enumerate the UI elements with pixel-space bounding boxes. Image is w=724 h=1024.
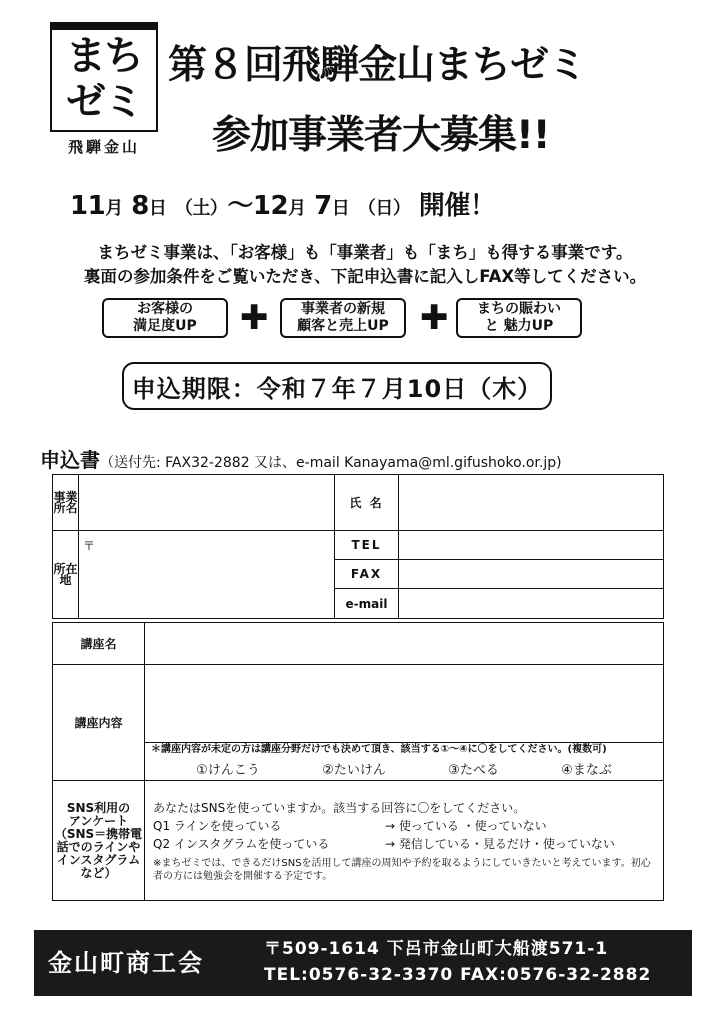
start-weekday: （土） <box>174 198 228 219</box>
end-month: 12 <box>252 191 289 221</box>
logo-bar <box>52 24 156 30</box>
benefit-town <box>456 298 582 338</box>
plus-icon: ✚ <box>420 298 449 338</box>
category-options <box>145 757 663 780</box>
day-unit: 日 <box>148 198 167 219</box>
applicant-form <box>52 474 664 619</box>
date-separator: ～ <box>227 191 253 221</box>
tel-label: TEL <box>335 531 399 560</box>
logo <box>50 22 158 132</box>
benefit-line: と 魅力UP <box>484 318 554 334</box>
application-destination: （送付先: FAX32-2882 又は、e-mail Kanayama@ml.gifushoko.or.jp) <box>100 455 562 471</box>
benefit-customer <box>102 298 228 338</box>
organization-contact <box>264 936 684 988</box>
name-label: 氏 名 <box>335 475 399 531</box>
course-content-cell <box>145 665 664 781</box>
month-unit: 月 <box>105 198 123 219</box>
sns-label-note: （SNS＝携帯電話でのラインやインスタグラムなど） <box>54 826 143 880</box>
page-subtitle: 参加事業者大募集!! <box>212 113 550 158</box>
intro-line-2: 裏面の参加条件をご覧いただき、下記申込書に記入しFAX等してください。 <box>83 267 647 286</box>
course-name-label: 講座名 <box>53 623 145 665</box>
end-weekday: （日） <box>357 198 411 219</box>
deadline-box: 申込期限：令和７年７月10日（木） <box>122 362 552 410</box>
benefit-line: お客様の <box>136 301 193 317</box>
logo-text-line2: ゼミ <box>66 79 142 125</box>
business-name-label: 事業所名 <box>53 475 79 531</box>
day-unit: 日 <box>331 198 350 219</box>
fax-label: FAX <box>335 560 399 589</box>
option-health[interactable]: ①けんこう <box>196 763 260 778</box>
email-label: e-mail <box>335 589 399 619</box>
benefit-line: 事業者の新規 <box>300 301 385 317</box>
course-form <box>52 622 664 901</box>
event-dates <box>70 188 670 227</box>
page-title: 第８回飛騨金山まちゼミ <box>168 43 587 88</box>
benefit-line: まちの賑わい <box>477 301 561 317</box>
course-note: ＊講座内容が未定の方は講座分野だけでも決めて頂き、該当する①～④に〇をしてください。(複数可) <box>151 744 607 755</box>
benefit-line: 顧客と売上UP <box>297 318 389 334</box>
sns-survey <box>145 781 664 901</box>
intro-line-1: まちゼミ事業は、「お客様」も「事業者」も「まち」も得する事業です。 <box>97 243 633 262</box>
address-label: 所在地 <box>53 531 79 619</box>
logo-subtitle: 飛騨金山 <box>67 138 140 156</box>
name-field[interactable] <box>399 475 664 531</box>
application-title: 申込書 <box>40 448 100 472</box>
organization-name: 金山町商工会 <box>48 949 204 977</box>
sns-q1-answers[interactable]: → 使っている ・使っていない <box>385 818 547 833</box>
course-content-field[interactable] <box>145 665 663 743</box>
end-day: 7 <box>314 191 332 221</box>
option-learn[interactable]: ④まなぶ <box>561 763 612 778</box>
event-label: 開催！ <box>418 191 496 221</box>
sns-note: ※まちゼミでは、できるだけSNSを活用して講座の周知や予約を取るようにしていきたいと考えています。初心者の方には勉強会を開催する予定です。 <box>153 857 651 882</box>
option-eat[interactable]: ③たべる <box>448 763 499 778</box>
benefit-business <box>280 298 406 338</box>
application-heading <box>40 448 680 475</box>
sns-label-line2: アンケート <box>68 813 129 828</box>
benefit-line: 満足度UP <box>133 318 197 334</box>
address-field[interactable] <box>79 531 335 619</box>
sns-q1-text: Q1 ラインを使っている <box>153 818 282 833</box>
sns-intro: あなたはSNSを使っていますか。該当する回答に〇をしてください。 <box>153 800 526 815</box>
organization-phone-fax: TEL:0576-32-3370 FAX:0576-32-2882 <box>264 965 652 985</box>
fax-field[interactable] <box>399 560 664 589</box>
option-experience[interactable]: ②たいけん <box>322 763 386 778</box>
email-field[interactable] <box>399 589 664 619</box>
start-day: 8 <box>131 191 149 221</box>
postal-mark: 〒 <box>83 539 96 553</box>
sns-q2-answers[interactable]: → 発信している・見るだけ・使っていない <box>385 836 615 851</box>
footer-banner <box>34 930 692 996</box>
tel-field[interactable] <box>399 531 664 560</box>
plus-icon: ✚ <box>240 298 269 338</box>
sns-question-1 <box>153 817 657 835</box>
course-name-field[interactable] <box>145 623 664 665</box>
month-unit: 月 <box>288 198 306 219</box>
sns-label-line1: SNS利用の <box>66 800 131 815</box>
business-name-field[interactable] <box>79 475 335 531</box>
organization-address: 〒509-1614 下呂市金山町大船渡571-1 <box>264 939 609 959</box>
course-content-label: 講座内容 <box>53 665 145 781</box>
sns-survey-label <box>53 781 145 901</box>
start-month: 11 <box>70 191 106 221</box>
sns-q2-text: Q2 インスタグラムを使っている <box>153 836 330 851</box>
sns-question-2 <box>153 835 657 853</box>
logo-text-line1: まち <box>66 33 142 79</box>
